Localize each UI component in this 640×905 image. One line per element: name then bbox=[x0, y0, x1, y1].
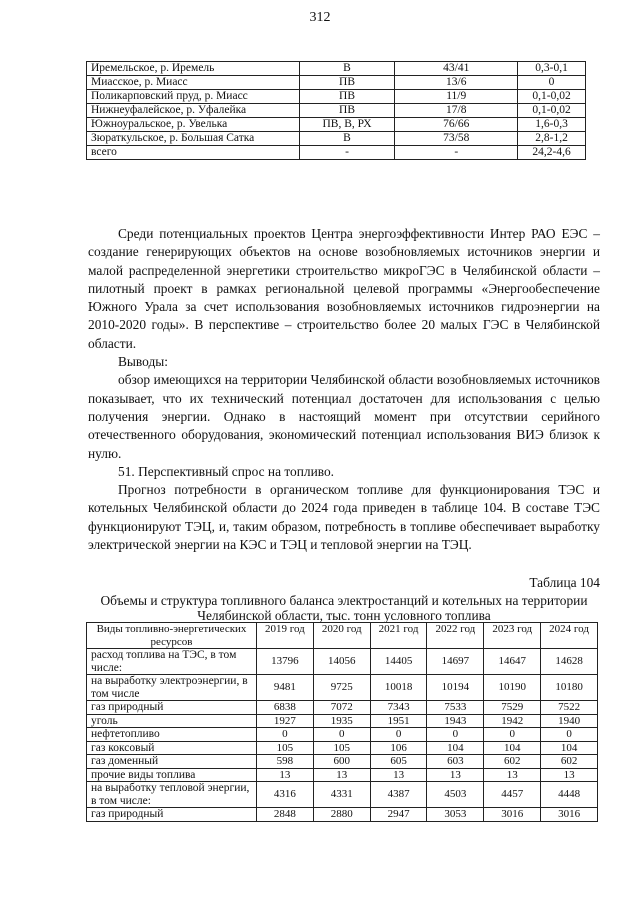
cell-value: 2880 bbox=[313, 808, 370, 822]
cell-range: 0,3-0,1 bbox=[518, 62, 586, 76]
cell-values: - bbox=[395, 146, 518, 160]
cell-resource: на выработку тепловой энергии, в том числе: bbox=[87, 782, 257, 808]
cell-value: 602 bbox=[541, 755, 598, 769]
cell-type: ПВ, В, РХ bbox=[299, 118, 395, 132]
cell-resource: газ природный bbox=[87, 701, 257, 715]
cell-type: ПВ bbox=[299, 104, 395, 118]
cell-value: 7522 bbox=[541, 701, 598, 715]
cell-value: 104 bbox=[427, 741, 484, 755]
cell-values: 17/8 bbox=[395, 104, 518, 118]
cell-value: 9725 bbox=[313, 675, 370, 701]
cell-resource: газ коксовый bbox=[87, 741, 257, 755]
cell-value: 600 bbox=[313, 755, 370, 769]
cell-value: 4448 bbox=[541, 782, 598, 808]
cell-value: 9481 bbox=[257, 675, 314, 701]
cell-type: ПВ bbox=[299, 90, 395, 104]
table-header-row bbox=[87, 623, 598, 649]
paragraph-projects: Среди потенциальных проектов Центра энергоэффективности Интер РАО ЕЭС – создание генерирующих объектов на основе возобновляемых источников энергии и малой распределенной энергетики строительство микроГЭС в Челябинской области – пилотный проект в рамках региональной целевой программы «Энергообеспечение Южного Урала за счет использования возобновляемых источников гидроэнергии на 2010-2020 годы». В перспективе – строительство более 20 малых ГЭС в Челябинской области. bbox=[88, 226, 600, 351]
paragraph-forecast: Прогноз потребности в органическом топливе для функционирования ТЭС и котельных Челябинской области до 2024 года приведен в таблице 104. В составе ТЭС функционируют ТЭЦ, и, таким образом, потребность в топливе обеспечивает выработку электрической энергии на КЭС и ТЭЦ и тепловой энергии на ТЭЦ. bbox=[88, 482, 600, 553]
cell-value: 10018 bbox=[370, 675, 427, 701]
cell-value: 3016 bbox=[484, 808, 541, 822]
page-number: 312 bbox=[309, 10, 331, 25]
cell-range: 2,8-1,2 bbox=[518, 132, 586, 146]
cell-name: Иремельское, р. Иремель bbox=[87, 62, 300, 76]
cell-range: 1,6-0,3 bbox=[518, 118, 586, 132]
table-row bbox=[87, 104, 586, 118]
section-heading: 51. Перспективный спрос на топливо. bbox=[118, 463, 335, 479]
cell-resource: газ доменный bbox=[87, 755, 257, 769]
cell-values: 13/6 bbox=[395, 76, 518, 90]
table-row bbox=[87, 808, 598, 822]
cell-value: 0 bbox=[541, 728, 598, 742]
cell-resource: газ природный bbox=[87, 808, 257, 822]
table-row bbox=[87, 118, 586, 132]
cell-value: 1927 bbox=[257, 714, 314, 728]
cell-value: 1935 bbox=[313, 714, 370, 728]
cell-value: 104 bbox=[541, 741, 598, 755]
cell-value: 14405 bbox=[370, 649, 427, 675]
cell-value: 0 bbox=[427, 728, 484, 742]
cell-values: 11/9 bbox=[395, 90, 518, 104]
table-row bbox=[87, 62, 586, 76]
cell-values: 43/41 bbox=[395, 62, 518, 76]
cell-name: всего bbox=[87, 146, 300, 160]
cell-value: 4387 bbox=[370, 782, 427, 808]
cell-value: 1951 bbox=[370, 714, 427, 728]
table-row bbox=[87, 90, 586, 104]
cell-name: Южноуральское, р. Увелька bbox=[87, 118, 300, 132]
cell-value: 7072 bbox=[313, 701, 370, 715]
header-year: 2021 год bbox=[370, 623, 427, 649]
cell-value: 10180 bbox=[541, 675, 598, 701]
cell-type: В bbox=[299, 132, 395, 146]
table-row bbox=[87, 714, 598, 728]
cell-value: 598 bbox=[257, 755, 314, 769]
cell-value: 605 bbox=[370, 755, 427, 769]
cell-value: 14056 bbox=[313, 649, 370, 675]
cell-value: 6838 bbox=[257, 701, 314, 715]
cell-value: 10194 bbox=[427, 675, 484, 701]
cell-name: Поликарповский пруд, р. Миасс bbox=[87, 90, 300, 104]
cell-type: В bbox=[299, 62, 395, 76]
table-row bbox=[87, 701, 598, 715]
cell-name: Миасское, р. Миасс bbox=[87, 76, 300, 90]
header-resources: Виды топливно-энергетических ресурсов bbox=[87, 623, 257, 649]
table-row bbox=[87, 755, 598, 769]
cell-value: 106 bbox=[370, 741, 427, 755]
cell-value: 13796 bbox=[257, 649, 314, 675]
cell-resource: на выработку электроэнергии, в том числе bbox=[87, 675, 257, 701]
cell-value: 7343 bbox=[370, 701, 427, 715]
table-row bbox=[87, 741, 598, 755]
table-row bbox=[87, 649, 598, 675]
cell-values: 73/58 bbox=[395, 132, 518, 146]
cell-value: 4457 bbox=[484, 782, 541, 808]
cell-value: 104 bbox=[484, 741, 541, 755]
cell-value: 2848 bbox=[257, 808, 314, 822]
cell-range: 0 bbox=[518, 76, 586, 90]
table-row bbox=[87, 146, 586, 160]
cell-value: 0 bbox=[313, 728, 370, 742]
cell-value: 0 bbox=[484, 728, 541, 742]
cell-value: 10190 bbox=[484, 675, 541, 701]
cell-value: 14697 bbox=[427, 649, 484, 675]
table-row bbox=[87, 76, 586, 90]
cell-type: - bbox=[299, 146, 395, 160]
cell-value: 0 bbox=[370, 728, 427, 742]
cell-value: 13 bbox=[257, 768, 314, 782]
cell-resource: уголь bbox=[87, 714, 257, 728]
cell-value: 602 bbox=[484, 755, 541, 769]
hydro-table bbox=[86, 61, 586, 160]
cell-range: 0,1-0,02 bbox=[518, 104, 586, 118]
table-label: Таблица 104 bbox=[529, 575, 600, 590]
cell-value: 7533 bbox=[427, 701, 484, 715]
cell-value: 1940 bbox=[541, 714, 598, 728]
cell-value: 13 bbox=[370, 768, 427, 782]
cell-name: Зюраткульское, р. Большая Сатка bbox=[87, 132, 300, 146]
cell-value: 603 bbox=[427, 755, 484, 769]
cell-value: 1943 bbox=[427, 714, 484, 728]
cell-resource: нефтетопливо bbox=[87, 728, 257, 742]
cell-value: 7529 bbox=[484, 701, 541, 715]
table-row bbox=[87, 132, 586, 146]
cell-value: 14628 bbox=[541, 649, 598, 675]
cell-name: Нижнеуфалейское, р. Уфалейка bbox=[87, 104, 300, 118]
cell-value: 105 bbox=[257, 741, 314, 755]
cell-value: 2947 bbox=[370, 808, 427, 822]
cell-value: 4503 bbox=[427, 782, 484, 808]
cell-resource: расход топлива на ТЭС, в том числе: bbox=[87, 649, 257, 675]
cell-resource: прочие виды топлива bbox=[87, 768, 257, 782]
cell-value: 0 bbox=[257, 728, 314, 742]
cell-value: 3016 bbox=[541, 808, 598, 822]
body-text bbox=[88, 225, 600, 554]
fuel-balance-table bbox=[86, 622, 598, 822]
cell-values: 76/66 bbox=[395, 118, 518, 132]
cell-type: ПВ bbox=[299, 76, 395, 90]
cell-value: 13 bbox=[484, 768, 541, 782]
cell-value: 3053 bbox=[427, 808, 484, 822]
cell-range: 24,2-4,6 bbox=[518, 146, 586, 160]
cell-range: 0,1-0,02 bbox=[518, 90, 586, 104]
header-year: 2020 год bbox=[313, 623, 370, 649]
header-year: 2019 год bbox=[257, 623, 314, 649]
paragraph-conclusions: обзор имеющихся на территории Челябинской области возобновляемых источников показывает, что их технический потенциал достаточен для использования с целью получения энергии. Однако в настоящий момент при отсутствии серийного отечественного оборудования, экономический потенциал использования ВИЭ близок к нулю. bbox=[88, 372, 600, 461]
cell-value: 13 bbox=[313, 768, 370, 782]
table-row bbox=[87, 675, 598, 701]
header-year: 2024 год bbox=[541, 623, 598, 649]
header-year: 2023 год bbox=[484, 623, 541, 649]
table-row bbox=[87, 782, 598, 808]
cell-value: 105 bbox=[313, 741, 370, 755]
cell-value: 4331 bbox=[313, 782, 370, 808]
cell-value: 1942 bbox=[484, 714, 541, 728]
conclusions-label: Выводы: bbox=[118, 354, 168, 370]
table-row bbox=[87, 768, 598, 782]
header-year: 2022 год bbox=[427, 623, 484, 649]
table-caption: Объемы и структура топливного баланса электростанций и котельных на территории Челябинской области, тыс. тонн условного топлива bbox=[100, 593, 588, 623]
cell-value: 14647 bbox=[484, 649, 541, 675]
cell-value: 13 bbox=[427, 768, 484, 782]
cell-value: 13 bbox=[541, 768, 598, 782]
cell-value: 4316 bbox=[257, 782, 314, 808]
table-row bbox=[87, 728, 598, 742]
